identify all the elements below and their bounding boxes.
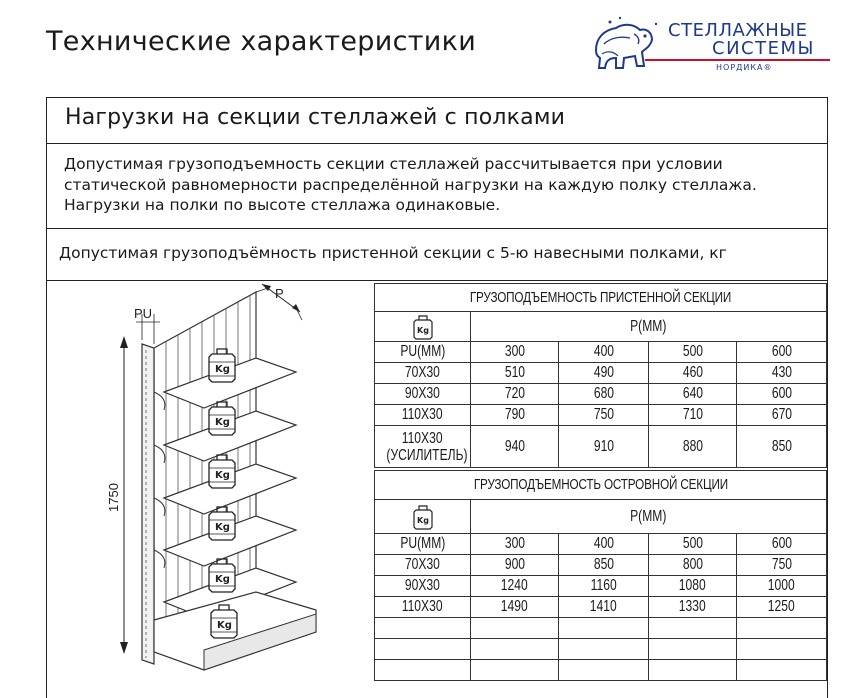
table-row xyxy=(375,576,827,597)
table-cell xyxy=(737,618,827,639)
cell-value: 1410 xyxy=(559,597,649,618)
row-label: 110Х30 xyxy=(375,405,471,426)
kg-icon xyxy=(375,312,471,342)
row-label: 90Х30 xyxy=(375,576,471,597)
cell-value: 1490 xyxy=(471,597,559,618)
weight-label: Kg xyxy=(215,364,230,375)
table-cell xyxy=(649,660,737,681)
cell-value: 1160 xyxy=(559,576,649,597)
polar-bear-icon xyxy=(590,14,670,72)
p-dimension-label: P xyxy=(275,286,284,301)
cell-value: 850 xyxy=(737,426,827,468)
weight-label: Kg xyxy=(215,470,230,481)
cell-value: 710 xyxy=(649,405,737,426)
page-title: Технические характеристики xyxy=(46,26,477,57)
cell-value: 910 xyxy=(559,426,649,468)
cell-value: 1330 xyxy=(649,597,737,618)
table-row xyxy=(375,384,827,405)
table-cell xyxy=(649,618,737,639)
pu-header: PU(MM) xyxy=(375,342,471,363)
weight-label: Kg xyxy=(215,522,230,533)
cell-value: 1000 xyxy=(737,576,827,597)
kg-icon xyxy=(375,500,471,534)
table-cell xyxy=(375,618,471,639)
cell-value: 750 xyxy=(559,405,649,426)
cell-value: 880 xyxy=(649,426,737,468)
row-label: 90Х30 xyxy=(375,384,471,405)
table-cell xyxy=(375,660,471,681)
table-row xyxy=(375,597,827,618)
row-label: 70Х30 xyxy=(375,363,471,384)
height-dimension-label: 1750 xyxy=(106,483,121,512)
p-value: 400 xyxy=(559,342,649,363)
table-row xyxy=(375,363,827,384)
wall-section-table xyxy=(374,283,827,468)
cell-value: 600 xyxy=(737,384,827,405)
p-value: 400 xyxy=(559,534,649,555)
island-section-table xyxy=(374,470,827,681)
cell-value: 790 xyxy=(471,405,559,426)
table-cell xyxy=(559,660,649,681)
logo-accent-line xyxy=(645,59,830,61)
table-cell xyxy=(559,618,649,639)
row-label: 70Х30 xyxy=(375,555,471,576)
cell-value: 490 xyxy=(559,363,649,384)
island-table-title: ГРУЗОПОДЪЕМНОСТЬ ОСТРОВНОЙ СЕКЦИИ xyxy=(375,471,827,500)
table-cell xyxy=(737,660,827,681)
logo-line-1: СТЕЛЛАЖНЫЕ xyxy=(668,20,808,41)
pu-dimension-label: PU xyxy=(134,306,153,321)
section-header xyxy=(47,98,827,144)
cell-value: 1240 xyxy=(471,576,559,597)
description-line-1: Допустимая грузоподъемность секции стеллажей рассчитывается при условии xyxy=(64,155,723,173)
cell-value: 1080 xyxy=(649,576,737,597)
table-cell xyxy=(471,618,559,639)
table-cell xyxy=(471,660,559,681)
shelving-drawing xyxy=(46,280,374,688)
capacity-caption xyxy=(47,229,827,281)
section-title: Нагрузки на секции стеллажей с полками xyxy=(65,105,566,130)
p-value: 300 xyxy=(471,342,559,363)
capacity-caption-text: Допустимая грузоподъёмность пристенной секции с 5-ю навесными полками, кг xyxy=(59,244,727,262)
cell-value: 680 xyxy=(559,384,649,405)
p-header: P(MM) xyxy=(471,500,827,534)
table-row xyxy=(375,639,827,660)
weight-label: Kg xyxy=(217,620,232,631)
company-logo xyxy=(590,14,835,74)
cell-value: 460 xyxy=(649,363,737,384)
table-cell xyxy=(649,639,737,660)
row-label: 110Х30 (УСИЛИТЕЛЬ) xyxy=(375,426,471,468)
section-description xyxy=(47,144,827,229)
cell-value: 670 xyxy=(737,405,827,426)
table-cell xyxy=(559,639,649,660)
weight-label: Kg xyxy=(215,574,230,585)
table-row xyxy=(375,426,827,468)
weight-label: Kg xyxy=(215,417,230,428)
row-label: 110Х30 xyxy=(375,597,471,618)
table-row xyxy=(375,405,827,426)
logo-line-2: СИСТЕМЫ xyxy=(712,38,815,59)
logo-line-3: НОРДИКА® xyxy=(716,63,773,72)
table-row xyxy=(375,660,827,681)
cell-value: 720 xyxy=(471,384,559,405)
capacity-tables xyxy=(374,283,826,688)
table-cell xyxy=(737,639,827,660)
table-cell xyxy=(471,639,559,660)
cell-value: 800 xyxy=(649,555,737,576)
cell-value: 510 xyxy=(471,363,559,384)
cell-value: 900 xyxy=(471,555,559,576)
p-value: 500 xyxy=(649,534,737,555)
cell-value: 430 xyxy=(737,363,827,384)
description-line-2: статической равномерности распределённой нагрузки на каждую полку стеллажа. xyxy=(64,175,757,194)
kg-icon-label: Kg xyxy=(416,325,429,335)
cell-value: 940 xyxy=(471,426,559,468)
pu-header: PU(MM) xyxy=(375,534,471,555)
p-header: P(MM) xyxy=(471,312,827,342)
p-value: 300 xyxy=(471,534,559,555)
cell-value: 750 xyxy=(737,555,827,576)
description-line-3: Нагрузки на полки по высоте стеллажа одинаковые. xyxy=(64,196,501,214)
table-cell xyxy=(375,639,471,660)
table-row xyxy=(375,555,827,576)
p-value: 500 xyxy=(649,342,737,363)
wall-table-title: ГРУЗОПОДЪЕМНОСТЬ ПРИСТЕННОЙ СЕКЦИИ xyxy=(375,284,827,312)
cell-value: 850 xyxy=(559,555,649,576)
p-value: 600 xyxy=(737,534,827,555)
cell-value: 1250 xyxy=(737,597,827,618)
cell-value: 640 xyxy=(649,384,737,405)
p-value: 600 xyxy=(737,342,827,363)
table-row xyxy=(375,618,827,639)
kg-icon-label: Kg xyxy=(416,515,429,525)
